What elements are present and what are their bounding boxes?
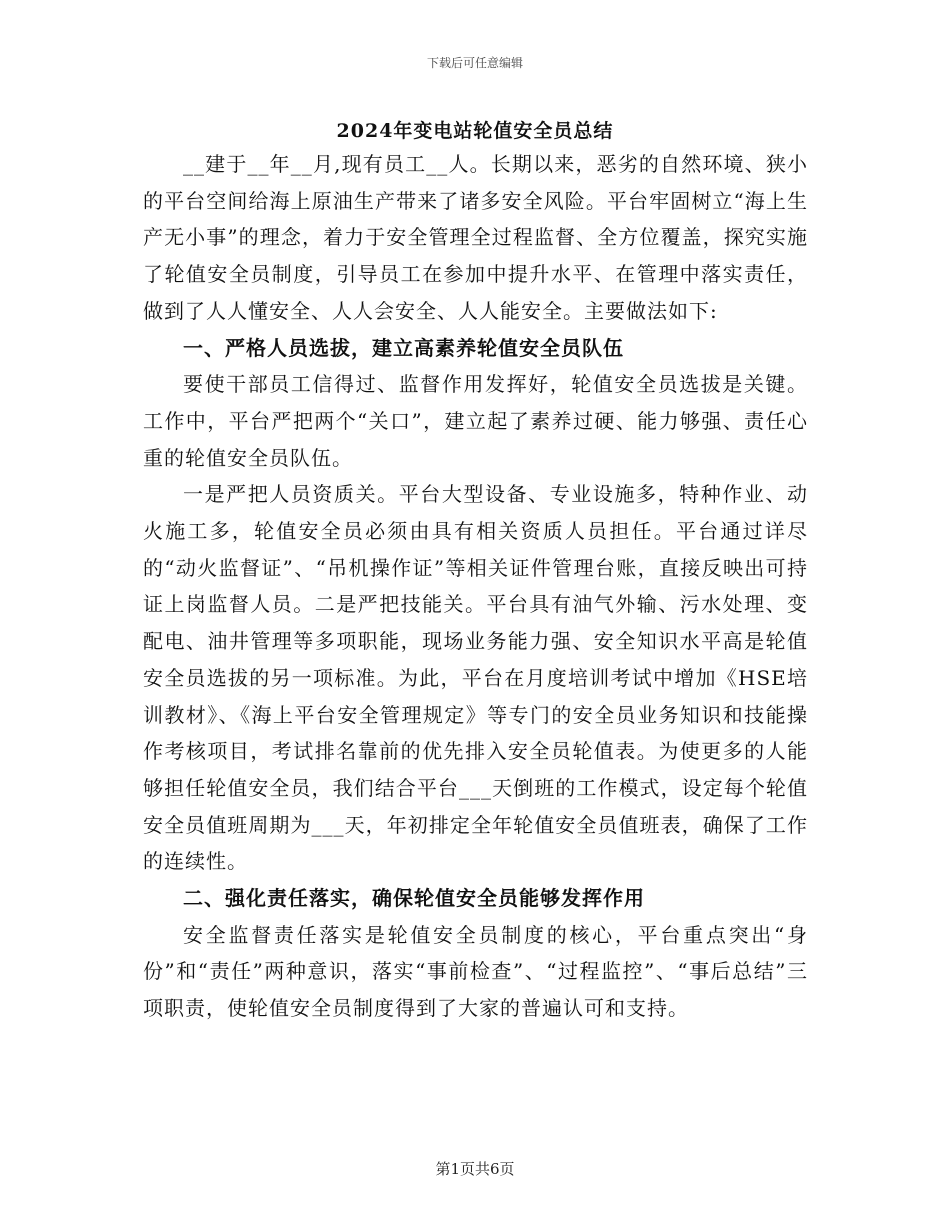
- intro-paragraph: __建于__年__月,现有员工__人。长期以来，恶劣的自然环境、狭小的平台空间给海上原油生产带来了诸多安全风险。平台牢固树立“海上生产无小事”的理念，着力于安全管理全过程监督、全方位覆盖，探究实施了轮值安全员制度，引导员工在参加中提升水平、在管理中落实责任，做到了人人懂安全、人人会安全、人人能安全。主要做法如下:: [143, 152, 808, 323]
- document-body: [143, 146, 808, 1027]
- body-paragraph: 要使干部员工信得过、监督作用发挥好，轮值安全员选拔是关键。工作中，平台严把两个“关口”，建立起了素养过硬、能力够强、责任心重的轮值安全员队伍。: [143, 372, 808, 470]
- body-paragraph: 安全监督责任落实是轮值安全员制度的核心，平台重点突出“身份”和“责任”两种意识，落实“事前检查”、“过程监控”、“事后总结”三项职责，使轮值安全员制度得到了大家的普遍认可和支持。: [143, 922, 808, 1021]
- document-title: 2024年变电站轮值安全员总结: [336, 120, 614, 142]
- body-paragraph: 一是严把人员资质关。平台大型设备、专业设施多，特种作业、动火施工多，轮值安全员必须由具有相关资质人员担任。平台通过详尽的“动火监督证”、“吊机操作证”等相关证件管理台账，直接反映出可持证上岗监督人员。二是严把技能关。平台具有油气外输、污水处理、变配电、油井管理等多项职能，现场业务能力强、安全知识水平高是轮值安全员选拔的另一项标准。为此，平台在月度培训考试中增加《HSE培训教材》、《海上平台安全管理规定》等专门的安全员业务知识和技能操作考核项目，考试排名靠前的优先排入安全员轮值表。为使更多的人能够担任轮值安全员，我们结合平台___天倒班的工作模式，设定每个轮值安全员值班周期为___天，年初排定全年轮值安全员值班表，确保了工作的连续性。: [143, 482, 808, 874]
- page-number: 第1页共6页: [435, 1160, 515, 1178]
- section-heading-2: 二、强化责任落实，确保轮值安全员能够发挥作用: [183, 886, 645, 911]
- section-heading-1: 一、严格人员选拔，建立高素养轮值安全员队伍: [183, 335, 624, 360]
- header-note: 下载后可任意编辑: [426, 56, 523, 70]
